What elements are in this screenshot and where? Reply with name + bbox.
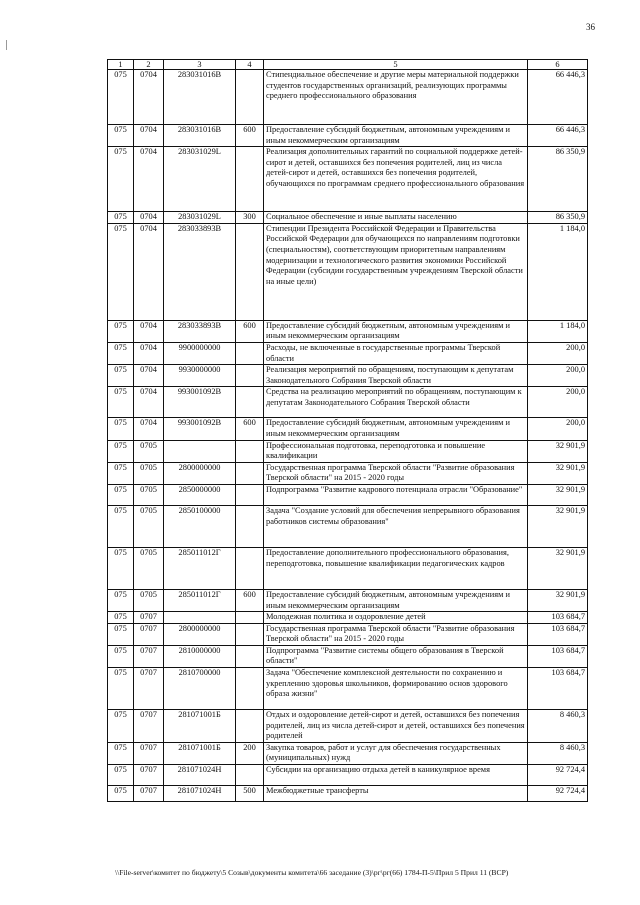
table-cell-c6: 103 684,7	[528, 623, 588, 645]
table-cell-c4	[236, 440, 264, 462]
table-cell-c2: 0705	[134, 547, 164, 589]
table-row	[108, 612, 588, 624]
table-cell-c3: 2800000000	[164, 623, 236, 645]
table-cell-c3: 2850100000	[164, 505, 236, 547]
table-cell-c4: 600	[236, 320, 264, 342]
column-header: 1	[108, 60, 134, 70]
table-cell-c5: Стипендиальное обеспечение и другие меры материальной поддержки студентов государственных организаций, реализующих программы среднего профессионального образования	[264, 70, 528, 125]
table-cell-c4: 300	[236, 212, 264, 224]
column-header: 3	[164, 60, 236, 70]
table-cell-c4	[236, 668, 264, 710]
table-cell-c5: Социальное обеспечение и иные выплаты населению	[264, 212, 528, 224]
table-cell-c1: 075	[108, 70, 134, 125]
table-cell-c1: 075	[108, 147, 134, 212]
table-cell-c1: 075	[108, 589, 134, 611]
table-row	[108, 765, 588, 786]
table-cell-c4: 600	[236, 589, 264, 611]
table-cell-c6: 200,0	[528, 418, 588, 440]
table-cell-c4	[236, 387, 264, 418]
table-cell-c2: 0705	[134, 484, 164, 505]
table-cell-c3: 2800000000	[164, 462, 236, 484]
table-cell-c2: 0704	[134, 147, 164, 212]
table-cell-c2: 0705	[134, 505, 164, 547]
table-cell-c6: 92 724,4	[528, 765, 588, 786]
table-cell-c1: 075	[108, 212, 134, 224]
table-cell-c4: 500	[236, 786, 264, 802]
table-cell-c4: 600	[236, 125, 264, 147]
table-cell-c2: 0707	[134, 645, 164, 667]
table-cell-c3: 283031016В	[164, 70, 236, 125]
table-row	[108, 342, 588, 364]
table-cell-c3: 281071024Н	[164, 786, 236, 802]
table-cell-c5: Межбюджетные трансферты	[264, 786, 528, 802]
table-cell-c1: 075	[108, 645, 134, 667]
table-cell-c5: Субсидии на организацию отдыха детей в каникулярное время	[264, 765, 528, 786]
column-header: 4	[236, 60, 264, 70]
table-cell-c2: 0707	[134, 786, 164, 802]
table-cell-c6: 86 350,9	[528, 147, 588, 212]
table-row	[108, 418, 588, 440]
table-cell-c4	[236, 147, 264, 212]
table-cell-c5: Предоставление субсидий бюджетным, автономным учреждениям и иным некоммерческим организациям	[264, 589, 528, 611]
table-cell-c1: 075	[108, 742, 134, 764]
table-cell-c5: Средства на реализацию мероприятий по обращениям, поступающим к депутатам Законодательного Собрания Тверской области	[264, 387, 528, 418]
table-cell-c2: 0705	[134, 440, 164, 462]
table-cell-c2: 0707	[134, 742, 164, 764]
table-cell-c3	[164, 440, 236, 462]
table-row	[108, 387, 588, 418]
table-row	[108, 462, 588, 484]
table-cell-c6: 8 460,3	[528, 710, 588, 743]
table-cell-c4	[236, 710, 264, 743]
table-cell-c6: 32 901,9	[528, 505, 588, 547]
table-cell-c2: 0704	[134, 223, 164, 320]
table-cell-c2: 0704	[134, 342, 164, 364]
table-cell-c5: Предоставление субсидий бюджетным, автономным учреждениям и иным некоммерческим организациям	[264, 418, 528, 440]
table-cell-c5: Подпрограмма "Развитие кадрового потенциала отрасли "Образование"	[264, 484, 528, 505]
table-cell-c6: 32 901,9	[528, 440, 588, 462]
table-cell-c1: 075	[108, 547, 134, 589]
table-cell-c6: 32 901,9	[528, 547, 588, 589]
table-cell-c3: 993001092В	[164, 387, 236, 418]
table-row	[108, 320, 588, 342]
table-row	[108, 589, 588, 611]
table-cell-c2: 0704	[134, 365, 164, 387]
table-cell-c5: Закупка товаров, работ и услуг для обеспечения государственных (муниципальных) нужд	[264, 742, 528, 764]
table-cell-c3: 281071001Б	[164, 710, 236, 743]
table-cell-c2: 0705	[134, 589, 164, 611]
table-row	[108, 786, 588, 802]
table-cell-c6: 103 684,7	[528, 645, 588, 667]
table-cell-c1: 075	[108, 765, 134, 786]
table-cell-c4	[236, 223, 264, 320]
table-cell-c4: 600	[236, 418, 264, 440]
table-cell-c2: 0704	[134, 70, 164, 125]
table-row	[108, 125, 588, 147]
table-cell-c5: Задача "Обеспечение комплексной деятельности по сохранению и укреплению здоровья школьников, формированию основ здорового образа жизни"	[264, 668, 528, 710]
table-cell-c6: 200,0	[528, 387, 588, 418]
column-header: 2	[134, 60, 164, 70]
table-cell-c3: 283031029L	[164, 212, 236, 224]
table-cell-c3: 283033893В	[164, 320, 236, 342]
file-path-footer: \\File-server\комитет по бюджету\5 Созыв\документы комитета\66 заседание (3)\рг\рг(66) 1784-П-5\Прил 5 Прил 11 (ВСР)	[115, 868, 509, 877]
table-row	[108, 623, 588, 645]
table-cell-c1: 075	[108, 342, 134, 364]
table-cell-c6: 200,0	[528, 365, 588, 387]
table-cell-c1: 075	[108, 440, 134, 462]
table-cell-c4	[236, 645, 264, 667]
table-row	[108, 505, 588, 547]
table-cell-c5: Предоставление субсидий бюджетным, автономным учреждениям и иным некоммерческим организациям	[264, 320, 528, 342]
table-cell-c6: 8 460,3	[528, 742, 588, 764]
table-cell-c2: 0705	[134, 462, 164, 484]
table-cell-c3: 283033893В	[164, 223, 236, 320]
table-cell-c5: Реализация мероприятий по обращениям, поступающим к депутатам Законодательного Собрания Тверской области	[264, 365, 528, 387]
table-row	[108, 212, 588, 224]
table-cell-c3: 9930000000	[164, 365, 236, 387]
table-cell-c4	[236, 462, 264, 484]
table-row	[108, 547, 588, 589]
table-cell-c1: 075	[108, 668, 134, 710]
table-row	[108, 440, 588, 462]
table-cell-c6: 66 446,3	[528, 70, 588, 125]
table-cell-c6: 66 446,3	[528, 125, 588, 147]
table-cell-c3: 2850000000	[164, 484, 236, 505]
table-cell-c1: 075	[108, 505, 134, 547]
table-row	[108, 710, 588, 743]
table-cell-c2: 0704	[134, 387, 164, 418]
table-cell-c4	[236, 505, 264, 547]
table-cell-c1: 075	[108, 320, 134, 342]
table-cell-c4	[236, 342, 264, 364]
table-cell-c5: Предоставление субсидий бюджетным, автономным учреждениям и иным некоммерческим организациям	[264, 125, 528, 147]
table-cell-c1: 075	[108, 418, 134, 440]
table-cell-c4	[236, 623, 264, 645]
table-cell-c5: Подпрограмма "Развитие системы общего образования в Тверской области"	[264, 645, 528, 667]
table-cell-c1: 075	[108, 462, 134, 484]
table-cell-c3: 993001092В	[164, 418, 236, 440]
table-cell-c3: 283031029L	[164, 147, 236, 212]
table-cell-c2: 0707	[134, 710, 164, 743]
table-cell-c1: 075	[108, 223, 134, 320]
column-header: 5	[264, 60, 528, 70]
table-cell-c5: Государственная программа Тверской области "Развитие образования Тверской области" на 2015 - 2020 годы	[264, 623, 528, 645]
table-cell-c6: 1 184,0	[528, 223, 588, 320]
table-cell-c4	[236, 70, 264, 125]
table-cell-c3: 9900000000	[164, 342, 236, 364]
table-cell-c5: Стипендии Президента Российской Федерации и Правительства Российской Федерации для обучающихся по направлениям подготовки (специальностям), соответствующим приоритетным направлениям модернизации и технологического развития экономики Российской Федерации (субсидии государственным учреждениям Тверской области на иные цели)	[264, 223, 528, 320]
table-cell-c5: Профессиональная подготовка, переподготовка и повышение квалификации	[264, 440, 528, 462]
table-cell-c1: 075	[108, 125, 134, 147]
table-cell-c6: 103 684,7	[528, 612, 588, 624]
table-header-row	[108, 60, 588, 70]
table-cell-c3: 2810700000	[164, 668, 236, 710]
table-row	[108, 742, 588, 764]
table-body	[108, 70, 588, 802]
table-cell-c5: Предоставление дополнительного профессионального образования, переподготовка, повышение квалификации педагогических кадров	[264, 547, 528, 589]
column-header: 6	[528, 60, 588, 70]
table-row	[108, 147, 588, 212]
table-cell-c2: 0704	[134, 320, 164, 342]
table-cell-c3: 281071024Н	[164, 765, 236, 786]
table-cell-c4	[236, 547, 264, 589]
table-cell-c1: 075	[108, 484, 134, 505]
table-row	[108, 223, 588, 320]
table-cell-c1: 075	[108, 710, 134, 743]
table-cell-c4: 200	[236, 742, 264, 764]
table-cell-c5: Молодежная политика и оздоровление детей	[264, 612, 528, 624]
table-cell-c6: 92 724,4	[528, 786, 588, 802]
table-cell-c5: Расходы, не включенные в государственные программы Тверской области	[264, 342, 528, 364]
table-row	[108, 484, 588, 505]
table-cell-c1: 075	[108, 612, 134, 624]
table-cell-c5: Отдых и оздоровление детей-сирот и детей, оставшихся без попечения родителей, лиц из числа детей-сирот и детей, оставшихся без попечения родителей	[264, 710, 528, 743]
table-cell-c6: 200,0	[528, 342, 588, 364]
table-cell-c3	[164, 612, 236, 624]
table-cell-c1: 075	[108, 365, 134, 387]
table-cell-c6: 103 684,7	[528, 668, 588, 710]
table-cell-c4	[236, 765, 264, 786]
table-cell-c6: 1 184,0	[528, 320, 588, 342]
table-cell-c1: 075	[108, 387, 134, 418]
table-cell-c5: Реализация дополнительных гарантий по социальной поддержке детей-сирот и детей, оставшихся без попечения родителей, лиц из числа детей-сирот и детей, оставшихся без попечения родителей, обучающихся по программам среднего профессионального образования	[264, 147, 528, 212]
table-row	[108, 365, 588, 387]
table-cell-c2: 0707	[134, 612, 164, 624]
table-cell-c4	[236, 484, 264, 505]
table-cell-c6: 86 350,9	[528, 212, 588, 224]
table-cell-c3: 281071001Б	[164, 742, 236, 764]
table-cell-c3: 283031016В	[164, 125, 236, 147]
table-cell-c6: 32 901,9	[528, 484, 588, 505]
table-cell-c1: 075	[108, 786, 134, 802]
table-cell-c2: 0707	[134, 668, 164, 710]
table-cell-c3: 285011012Г	[164, 589, 236, 611]
table-cell-c5: Государственная программа Тверской области "Развитие образования Тверской области" на 2015 - 2020 годы	[264, 462, 528, 484]
table-cell-c1: 075	[108, 623, 134, 645]
table-cell-c3: 285011012Г	[164, 547, 236, 589]
table-cell-c6: 32 901,9	[528, 589, 588, 611]
table-row	[108, 70, 588, 125]
table-row	[108, 645, 588, 667]
table-cell-c4	[236, 612, 264, 624]
page-number: 36	[586, 22, 595, 32]
table-row	[108, 668, 588, 710]
margin-mark	[6, 40, 7, 50]
table-cell-c2: 0704	[134, 125, 164, 147]
table-cell-c2: 0707	[134, 765, 164, 786]
table-cell-c2: 0704	[134, 418, 164, 440]
table-cell-c5: Задача "Создание условий для обеспечения непрерывного образования работников системы образования"	[264, 505, 528, 547]
table-cell-c2: 0707	[134, 623, 164, 645]
table-cell-c3: 2810000000	[164, 645, 236, 667]
table-cell-c2: 0704	[134, 212, 164, 224]
table-cell-c6: 32 901,9	[528, 462, 588, 484]
table-cell-c4	[236, 365, 264, 387]
budget-table	[107, 59, 588, 802]
